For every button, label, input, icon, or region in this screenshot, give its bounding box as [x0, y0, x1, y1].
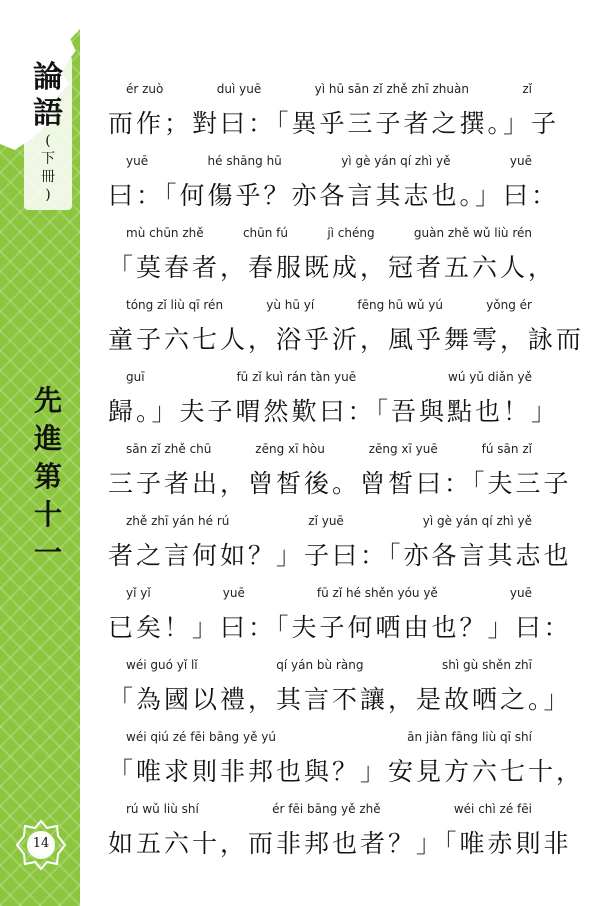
- pinyin-group: shì gù shěn zhī: [442, 658, 532, 672]
- book-title-char: 語: [33, 96, 63, 131]
- text-line: [108, 802, 572, 874]
- volume-char: ): [45, 187, 51, 203]
- text-line: [108, 730, 585, 802]
- pinyin-group: zēng xī hòu: [255, 442, 325, 456]
- pinyin-group: duì yuē: [216, 82, 262, 96]
- pinyin-group: mù chūn zhě: [126, 226, 204, 240]
- pinyin-group: yuē: [222, 586, 245, 600]
- pinyin-group: wéi qiú zé fēi bāng yě yú: [126, 730, 276, 744]
- pinyin-group: yǐ yǐ: [126, 586, 151, 600]
- pinyin-annotation: [108, 442, 538, 458]
- page-number: 14: [32, 836, 50, 851]
- chapter-char: 一: [33, 536, 62, 569]
- pinyin-group: tóng zǐ liù qī rén: [126, 298, 224, 312]
- chapter-char: 進: [33, 422, 62, 455]
- chinese-text: 者之言何如？」子曰：「亦各言其志也: [108, 541, 572, 570]
- text-line: [108, 226, 557, 298]
- pinyin-group: yuē: [126, 154, 149, 168]
- text-line: [108, 154, 560, 226]
- pinyin-group: yǒng ér: [486, 298, 532, 312]
- pinyin-group: rú wǔ liù shí: [126, 802, 199, 816]
- pinyin-group: ér zuò: [126, 82, 164, 96]
- pinyin-group: fēng hū wǔ yú: [357, 298, 443, 312]
- text-line: [108, 514, 572, 586]
- pinyin-group: hé shāng hū: [207, 154, 282, 168]
- pinyin-group: yuē: [509, 586, 532, 600]
- chinese-text: 歸。」夫子喟然歎曰：「吾與點也！」: [108, 397, 560, 426]
- text-line: [108, 82, 560, 154]
- pinyin-group: zǐ: [522, 82, 532, 96]
- chapter-title: [28, 382, 68, 572]
- pinyin-annotation: [108, 370, 538, 386]
- book-title-char: 論: [33, 60, 63, 95]
- pinyin-group: yuē: [509, 154, 532, 168]
- text-line: [108, 442, 572, 514]
- pinyin-annotation: [108, 82, 538, 98]
- chinese-text: 三子者出，曾皙後。曾皙曰：「夫三子: [108, 469, 572, 498]
- pinyin-annotation: [108, 514, 538, 530]
- text-line: [108, 298, 585, 370]
- pinyin-annotation: [108, 154, 538, 170]
- pinyin-group: zēng xī yuē: [368, 442, 438, 456]
- chinese-text: 曰：「何傷乎？亦各言其志也。」曰：: [108, 181, 560, 210]
- chapter-char: 先: [33, 384, 62, 417]
- pinyin-annotation: [108, 730, 538, 746]
- chapter-char: 十: [33, 498, 62, 531]
- chinese-text: 「唯求則非邦也與？」安見方六七十，: [108, 757, 585, 786]
- pinyin-annotation: [108, 586, 538, 602]
- pinyin-group: wéi chì zé fēi: [453, 802, 532, 816]
- pinyin-group: ér fēi bāng yě zhě: [272, 802, 381, 816]
- pinyin-group: guàn zhě wǔ liù rén: [413, 226, 532, 240]
- pinyin-annotation: [108, 298, 538, 314]
- text-line: [108, 370, 560, 442]
- chinese-text: 「莫春者，春服既成，冠者五六人，: [108, 253, 557, 282]
- pinyin-group: fū zǐ kuì rán tàn yuē: [236, 370, 357, 384]
- pinyin-annotation: [108, 802, 538, 818]
- volume-char: 下: [41, 151, 55, 167]
- chinese-text: 童子六七人，浴乎沂，風乎舞雩，詠而: [108, 325, 585, 354]
- pinyin-group: qí yán bù ràng: [276, 658, 364, 672]
- pinyin-group: yù hū yí: [266, 298, 315, 312]
- pinyin-group: chūn fú: [242, 226, 288, 240]
- chapter-char: 第: [33, 460, 62, 493]
- text-line: [108, 658, 572, 730]
- chinese-text: 已矣！」曰：「夫子何哂由也？」曰：: [108, 613, 572, 642]
- text-body: [108, 82, 585, 874]
- pinyin-group: yì gè yán qí zhì yě: [341, 154, 451, 168]
- pinyin-group: fú sān zǐ: [481, 442, 532, 456]
- pinyin-group: yì hū sān zǐ zhě zhī zhuàn: [314, 82, 469, 96]
- book-title: [24, 56, 72, 210]
- pinyin-group: guī: [126, 370, 145, 384]
- pinyin-group: yì gè yán qí zhì yě: [422, 514, 532, 528]
- chinese-text: 「為國以禮，其言不讓，是故哂之。」: [108, 685, 572, 714]
- pinyin-group: zhě zhī yán hé rú: [126, 514, 230, 528]
- volume-char: (: [45, 133, 51, 149]
- pinyin-group: zǐ yuē: [308, 514, 344, 528]
- pinyin-group: sān zǐ zhě chū: [126, 442, 212, 456]
- pinyin-group: fū zǐ hé shěn yóu yě: [316, 586, 438, 600]
- chinese-text: 如五六十，而非邦也者？」「唯赤則非: [108, 829, 572, 858]
- text-line: [108, 586, 572, 658]
- pinyin-group: wéi guó yǐ lǐ: [126, 658, 198, 672]
- pinyin-annotation: [108, 226, 538, 242]
- pinyin-group: wú yǔ diǎn yě: [448, 370, 532, 384]
- pinyin-group: ān jiàn fāng liù qī shí: [407, 730, 532, 744]
- pinyin-group: jì chéng: [327, 226, 375, 240]
- volume-char: 冊: [41, 169, 55, 185]
- pinyin-annotation: [108, 658, 538, 674]
- chinese-text: 而作；對曰：「異乎三子者之撰。」子: [108, 109, 560, 138]
